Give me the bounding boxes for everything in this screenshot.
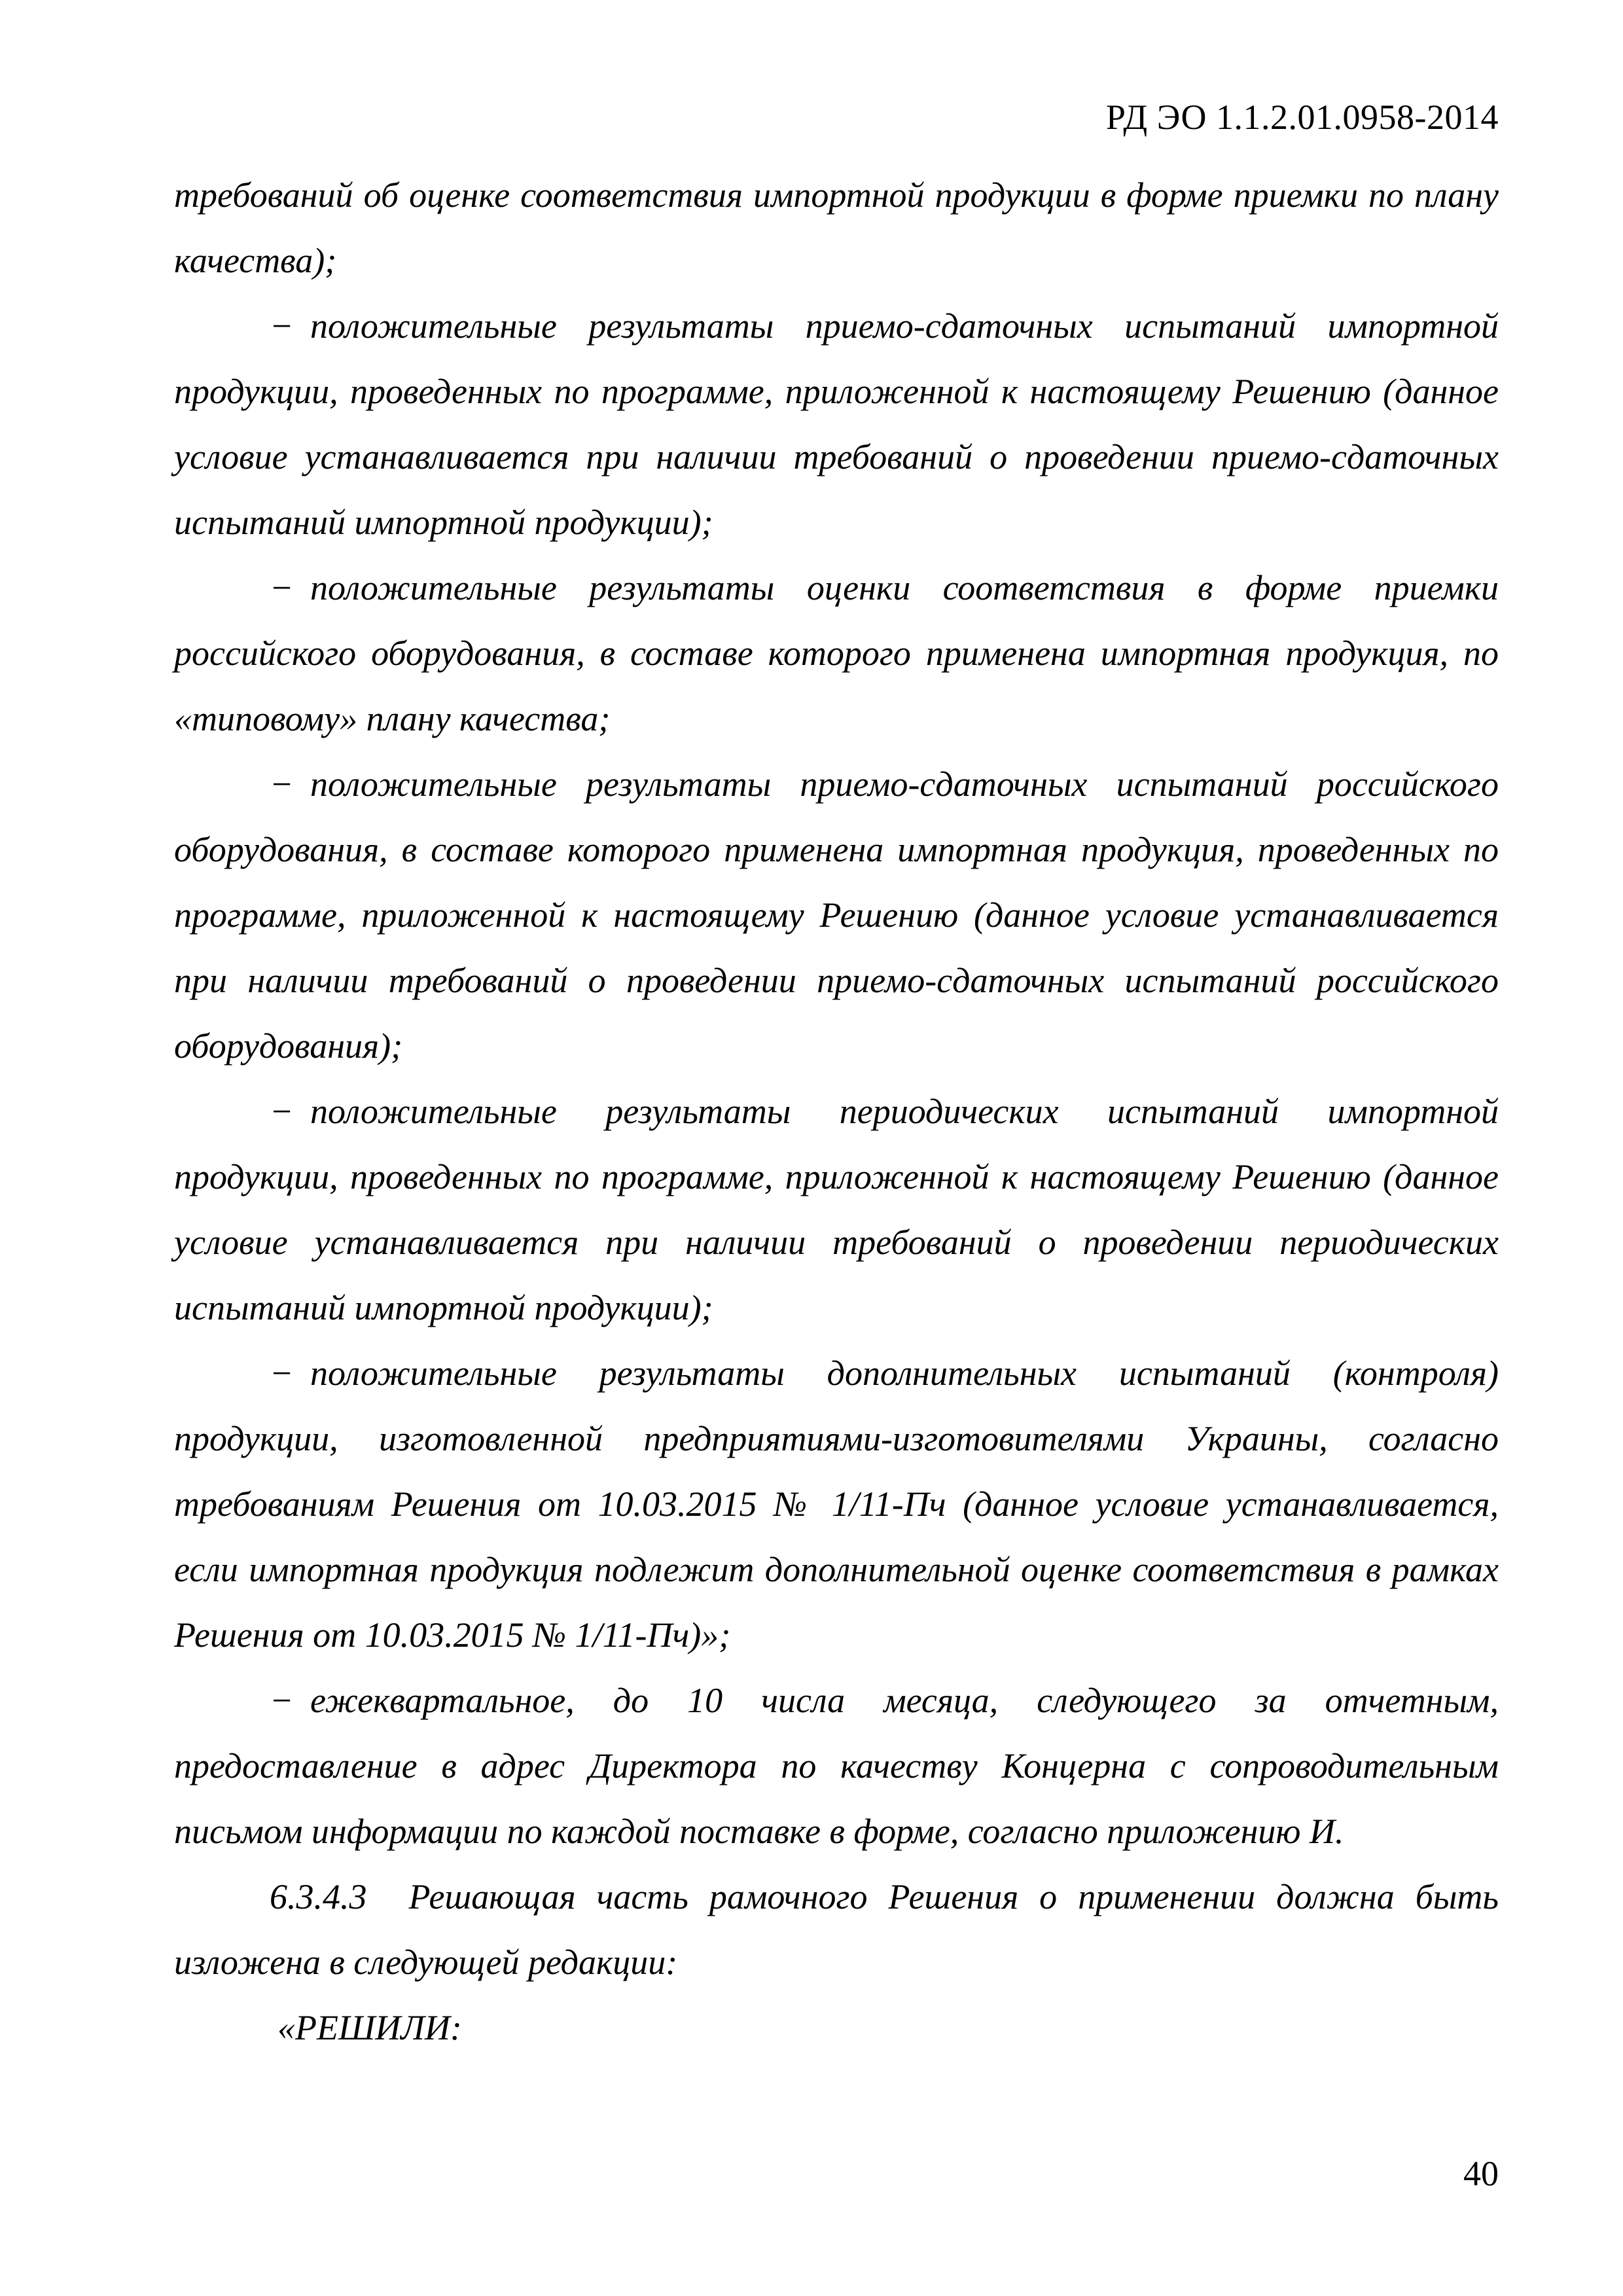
dash-marker: − [270, 1354, 294, 1393]
list-item-text: положительные результаты периодических испытаний импортной продукции, проведенных по программе, приложенной к настоящему Решению (данное условие устанавливается при наличии требований о проведении периодических испытаний импортной продукции); [174, 1092, 1499, 1327]
clause-number: 6.3.4.3 [270, 1877, 367, 1916]
list-item [174, 555, 1499, 751]
paragraph-text: требований об оценке соответствия импортной продукции в форме приемки по плану качества); [174, 175, 1499, 280]
list-item [174, 1340, 1499, 1668]
list-item [174, 293, 1499, 555]
dash-marker: − [270, 1092, 294, 1131]
document-body [174, 162, 1499, 2060]
list-item-text: положительные результаты приемо-сдаточных испытаний импортной продукции, проведенных по программе, приложенной к настоящему Решению (данное условие устанавливается при наличии требований о проведении приемо-сдаточных испытаний импортной продукции); [174, 306, 1499, 542]
paragraph-continuation [174, 162, 1499, 293]
decision-heading: «РЕШИЛИ: [277, 2008, 462, 2047]
list-item-text: положительные результаты приемо-сдаточных испытаний российского оборудования, в составе которого применена импортная продукция, проведенных по программе, приложенной к настоящему Решению (данное условие устанавливается при наличии требований о проведении приемо-сдаточных испытаний российского оборудования); [174, 764, 1499, 1066]
list-item [174, 751, 1499, 1079]
clause-text: Решающая часть рамочного Решения о применении должна быть изложена в следующей редакции: [174, 1877, 1499, 1982]
page-number: 40 [1463, 2154, 1499, 2193]
dash-marker: − [270, 1681, 294, 1720]
list-item-text: ежеквартальное, до 10 числа месяца, следующего за отчетным, предоставление в адрес Директора по качеству Концерна с сопроводительным письмом информации по каждой поставке в форме, согласно приложению И. [174, 1681, 1499, 1851]
document-code-header: РД ЭО 1.1.2.01.0958-2014 [1105, 98, 1499, 137]
clause-paragraph [174, 1864, 1499, 1995]
list-item [174, 1668, 1499, 1864]
list-item-text: положительные результаты оценки соответствия в форме приемки российского оборудования, в составе которого применена импортная продукция, по «типовому» плану качества; [174, 568, 1499, 738]
dash-marker: − [270, 764, 294, 804]
list-item [174, 1079, 1499, 1340]
dash-marker: − [270, 306, 294, 346]
dash-marker: − [270, 568, 294, 607]
list-item-text: положительные результаты дополнительных испытаний (контроля) продукции, изготовленной предприятиями-изготовителями Украины, согласно требованиям Решения от 10.03.2015 № 1/11-Пч (данное условие устанавливается, если импортная продукция подлежит дополнительной оценке соответствия в рамках Решения от 10.03.2015 № 1/11-Пч)»; [174, 1354, 1499, 1655]
